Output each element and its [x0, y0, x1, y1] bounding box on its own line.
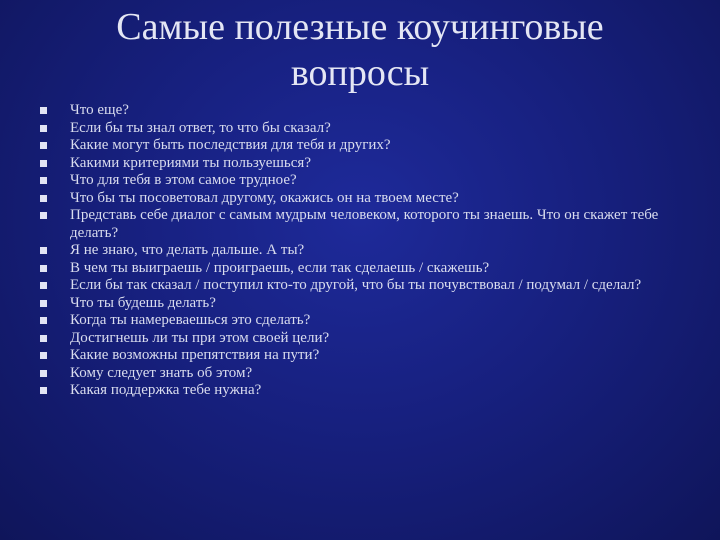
square-bullet-icon [40, 352, 47, 359]
list-item [40, 102, 680, 120]
list-item-text: Кому следует знать об этом? [70, 364, 253, 381]
square-bullet-icon [40, 317, 47, 324]
square-bullet-icon [40, 387, 47, 394]
square-bullet-icon [40, 125, 47, 132]
square-bullet-icon [40, 282, 47, 289]
list-item [40, 120, 680, 138]
list-item [40, 295, 680, 313]
list-item-text: Что бы ты посоветовал другому, окажись он на твоем месте? [70, 189, 459, 206]
square-bullet-icon [40, 265, 47, 272]
square-bullet-icon [40, 160, 47, 167]
list-item [40, 365, 680, 383]
square-bullet-icon [40, 335, 47, 342]
list-item-text: Я не знаю, что делать дальше. А ты? [70, 242, 305, 258]
list-item-text: В чем ты выиграешь / проиграешь, если так сделаешь / скажешь? [70, 259, 490, 276]
square-bullet-icon [40, 247, 47, 254]
list-item [40, 207, 680, 242]
list-item [40, 312, 680, 330]
list-item [40, 137, 680, 155]
question-list [40, 102, 680, 400]
list-item [40, 172, 680, 190]
list-item-text: Что ты будешь делать? [70, 294, 216, 311]
square-bullet-icon [40, 142, 47, 149]
list-item-text: Достигнешь ли ты при этом своей цели? [70, 329, 330, 346]
square-bullet-icon [40, 300, 47, 307]
square-bullet-icon [40, 107, 47, 114]
list-item-text: Что еще? [70, 102, 129, 118]
square-bullet-icon [40, 195, 47, 202]
list-item [40, 382, 680, 400]
list-item-text: Если бы так сказал / поступил кто-то другой, что бы ты почувствовал / подумал / сделал? [70, 277, 642, 293]
list-item [40, 190, 680, 208]
list-item-text: Какая поддержка тебе нужна? [70, 382, 262, 398]
slide-title-line-2: вопросы [290, 52, 430, 94]
list-item [40, 242, 680, 260]
list-item [40, 330, 680, 348]
list-item [40, 277, 680, 295]
slide-title-line-1: Самые полезные коучинговые [116, 6, 604, 48]
list-item-text: Если бы ты знал ответ, то что бы сказал? [70, 119, 331, 136]
list-item [40, 260, 680, 278]
list-item-text: Что для тебя в этом самое трудное? [70, 172, 297, 188]
list-item-text: Какие возможны препятствия на пути? [70, 347, 320, 363]
square-bullet-icon [40, 370, 47, 377]
list-item [40, 155, 680, 173]
list-item-text: Когда ты намереваешься это сделать? [70, 312, 311, 328]
square-bullet-icon [40, 212, 47, 219]
square-bullet-icon [40, 177, 47, 184]
slide-title [0, 4, 720, 96]
list-item [40, 347, 680, 365]
list-item-text: Представь себе диалог с самым мудрым человеком, которого ты знаешь. Что он скажет тебе делать? [70, 207, 659, 241]
list-item-text: Какими критериями ты пользуешься? [70, 154, 311, 171]
list-item-text: Какие могут быть последствия для тебя и других? [70, 137, 391, 153]
